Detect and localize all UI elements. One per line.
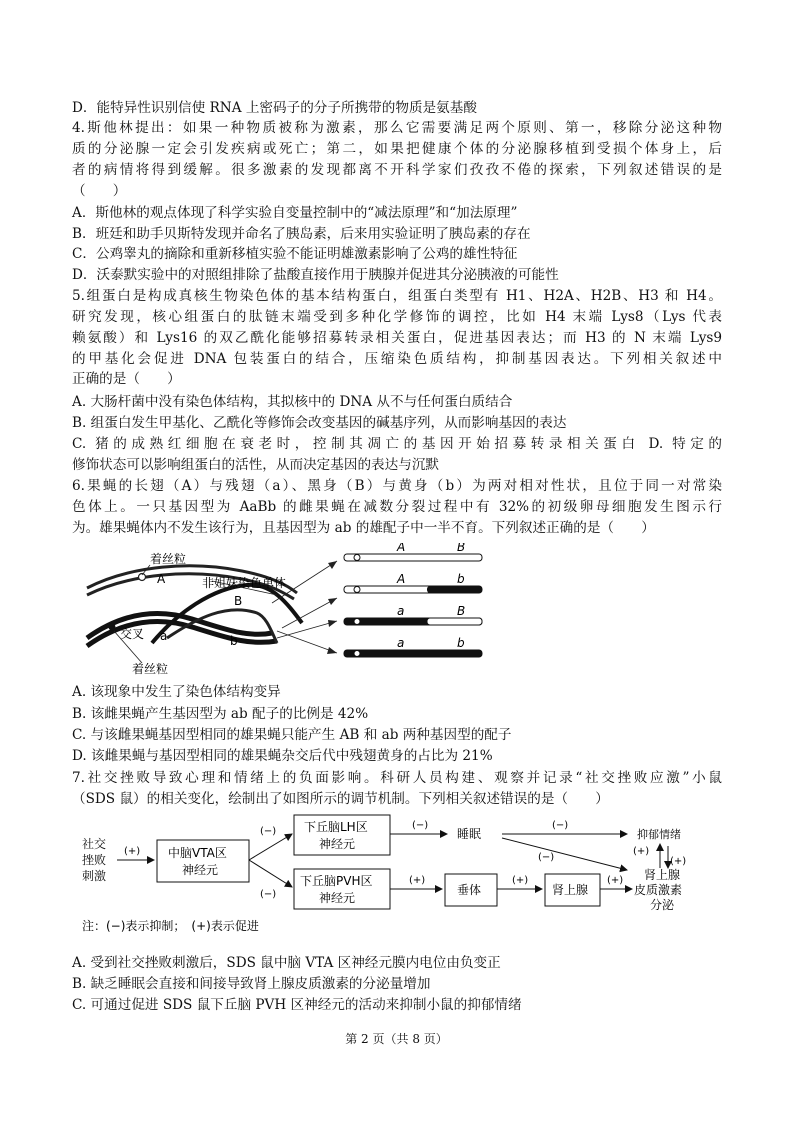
q6-option-c: C. 与该雌果蝇基因型相同的雄果蝇只能产生 AB 和 ab 两种基因型的配子 bbox=[72, 727, 512, 743]
svg-text:a: a bbox=[397, 604, 405, 618]
vta-box-line-2: 神经元 bbox=[182, 863, 219, 877]
pituitary-box: 垂体 bbox=[457, 883, 482, 897]
q4-stem-line-1: 4.斯他林提出：如果一种物质被称为激素，那么它需要满足两个原则、第一，移除分泌这种物 bbox=[72, 120, 722, 136]
gene-A-label: A bbox=[157, 572, 166, 586]
gene-a-label: a bbox=[160, 629, 168, 643]
stimulus-line-3: 刺激 bbox=[82, 869, 107, 883]
cortisol-line-3: 分泌 bbox=[650, 898, 675, 912]
minus-label-3: (−) bbox=[412, 820, 429, 831]
q6-stem-line-3: 为。雄果蝇体内不发生该行为，且基因型为 ab 的雄配子中一半不育。下列叙述正确的是（ ） bbox=[72, 520, 655, 536]
q4-option-d: D．沃泰默实验中的对照组排除了盐酸直接作用于胰腺并促进其分泌胰液的可能性 bbox=[72, 267, 559, 283]
centromere-bottom-label: 着丝粒 bbox=[132, 662, 169, 676]
q5-option-c: C. 猪的成熟红细胞在衰老时，控制其凋亡的基因开始招募转录相关蛋白 D. 特定的 bbox=[72, 436, 722, 452]
q4-stem-line-4: （ ） bbox=[72, 183, 127, 199]
q4-option-c: C．公鸡睾丸的摘除和重新移植实验不能证明雄激素影响了公鸡的雄性特征 bbox=[72, 246, 518, 262]
minus-label-1: (−) bbox=[260, 826, 277, 837]
centromere-top-label: 着丝粒 bbox=[150, 552, 187, 566]
q5-option-a: A. 大肠杆菌中没有染色体结构，其拟核中的 DNA 从不与任何蛋白质结合 bbox=[72, 394, 513, 410]
adrenal-box: 肾上腺 bbox=[552, 883, 589, 897]
gene-b-label: b bbox=[230, 634, 238, 648]
q7-option-c: C. 可通过促进 SDS 鼠下丘脑 PVH 区神经元的活动来抑制小鼠的抑郁情绪 bbox=[72, 997, 522, 1013]
minus-label-2: (−) bbox=[260, 889, 277, 900]
pvh-box-line-2: 神经元 bbox=[319, 891, 356, 905]
crossover-label: 交叉 bbox=[120, 627, 145, 641]
plus-label-6: (+) bbox=[607, 875, 624, 886]
svg-text:b: b bbox=[457, 572, 465, 586]
depression-label: 抑郁情绪 bbox=[637, 828, 681, 841]
sleep-label: 睡眠 bbox=[457, 827, 482, 841]
q6-stem-line-1: 6.果蝇的长翅（A）与残翅（a）、黑身（B）与黄身（b）为两对相对性状，且位于同一对常染 bbox=[72, 478, 722, 494]
q7-stem-line-2: （SDS 鼠）的相关变化，绘制出了如图所示的调节机制。下列相关叙述错误的是（ ） bbox=[72, 791, 609, 807]
cortisol-line-1: 肾上腺 bbox=[644, 868, 681, 882]
cortisol-line-2: 皮质激素 bbox=[634, 883, 683, 897]
plus-label-1: (+) bbox=[124, 846, 141, 857]
q5-stem-line-3: 赖氨酸）和 Lys16 的双乙酰化能够招募转录相关蛋白，促进基因表达；而 H3 的 N 末端 Lys9 bbox=[72, 330, 722, 346]
q6-option-d: D. 该雌果蝇与基因型相同的雄果蝇杂交后代中残翅黄身的占比为 21% bbox=[72, 748, 493, 764]
q5-option-b: B. 组蛋白发生甲基化、乙酰化等修饰会改变基因的碱基序列，从而影响基因的表达 bbox=[72, 415, 567, 431]
q4-option-a: A．斯他林的观点体现了科学实验自变量控制中的“减法原理”和“加法原理” bbox=[72, 205, 518, 221]
crossover-figure bbox=[72, 543, 512, 678]
q3-option-d: D．能特异性识别信使 RNA 上密码子的分子所携带的物质是氨基酸 bbox=[72, 100, 477, 116]
svg-text:A: A bbox=[397, 543, 406, 554]
plus-label-4: (+) bbox=[409, 875, 426, 886]
svg-text:B: B bbox=[457, 604, 466, 618]
q6-stem-line-2: 色体上。一只基因型为 AaBb 的雌果蝇在减数分裂过程中有 32%的初级卵母细胞发生图示行 bbox=[72, 499, 722, 515]
svg-text:A: A bbox=[397, 572, 406, 586]
non-sister-label: 非姐妹染色单体 bbox=[202, 576, 287, 590]
chromatid-AB bbox=[344, 543, 482, 561]
minus-label-5: (−) bbox=[538, 852, 555, 863]
q5-stem-line-4: 的甲基化会促进 DNA 包装蛋白的结合，压缩染色质结构，抑制基因表达。下列相关叙述中 bbox=[72, 351, 722, 367]
gene-B-label: B bbox=[234, 594, 243, 608]
q4-stem-line-3: 者的病情将得到缓解。很多激素的发现都离不开科学家们孜孜不倦的探索，下列叙述错误的是 bbox=[72, 162, 722, 178]
minus-label-4: (−) bbox=[552, 820, 569, 831]
q7-option-b: B. 缺乏睡眠会直接和间接导致肾上腺皮质激素的分泌量增加 bbox=[72, 976, 431, 992]
q7-stem-line-1: 7.社交挫败导致心理和情绪上的负面影响。科研人员构建、观察并记录“社交挫败应激”小鼠 bbox=[72, 770, 722, 786]
q6-option-b: B. 该雌果蝇产生基因型为 ab 配子的比例是 42% bbox=[72, 706, 369, 722]
q4-stem-line-2: 质的分泌腺一定会引发疾病或死亡；第二，如果把健康个体的分泌腺移植到受损个体身上，后 bbox=[72, 141, 722, 157]
svg-text:b: b bbox=[457, 636, 465, 650]
chromatid-aB bbox=[344, 604, 482, 625]
plus-label-3: (+) bbox=[670, 856, 687, 867]
stimulus-line-1: 社交 bbox=[82, 837, 107, 851]
lh-box-line-2: 神经元 bbox=[319, 837, 356, 851]
q6-option-a: A. 该现象中发生了染色体结构变异 bbox=[72, 684, 281, 700]
plus-label-5: (+) bbox=[512, 875, 529, 886]
plus-label-2: (+) bbox=[633, 846, 650, 857]
q5-stem-line-5: 正确的是（ ） bbox=[72, 371, 181, 387]
q7-option-a: A. 受到社交挫败刺激后，SDS 鼠中脑 VTA 区神经元膜内电位由负变正 bbox=[72, 955, 501, 971]
diagram-note: 注：(−)表示抑制； (+)表示促进 bbox=[82, 919, 259, 933]
vta-box-line-1: 中脑VTA区 bbox=[168, 846, 227, 860]
q5-option-d-cont: 修饰状态可以影响组蛋白的活性，从而决定基因的表达与沉默 bbox=[72, 457, 440, 473]
lh-box-line-1: 下丘脑LH区 bbox=[304, 820, 368, 834]
page-footer: 第 2 页（共 8 页） bbox=[345, 1032, 448, 1046]
q4-option-b: B．班廷和助手贝斯特发现并命名了胰岛素，后来用实验证明了胰岛素的存在 bbox=[72, 226, 531, 242]
svg-text:B: B bbox=[457, 543, 466, 554]
stimulus-line-2: 挫败 bbox=[82, 853, 107, 867]
q5-stem-line-1: 5.组蛋白是构成真核生物染色体的基本结构蛋白，组蛋白类型有 H1、H2A、H2B、H3 和 H4。 bbox=[72, 288, 722, 304]
chromatid-ab bbox=[344, 636, 482, 657]
q5-stem-line-2: 研究发现，核心组蛋白的肽链末端受到多种化学修饰的调控，比如 H4 末端 Lys8（Lys 代表 bbox=[72, 309, 722, 325]
chromatid-Ab bbox=[344, 572, 482, 593]
regulation-diagram bbox=[72, 812, 722, 937]
svg-text:a: a bbox=[397, 636, 405, 650]
pvh-box-line-1: 下丘脑PVH区 bbox=[300, 874, 373, 888]
